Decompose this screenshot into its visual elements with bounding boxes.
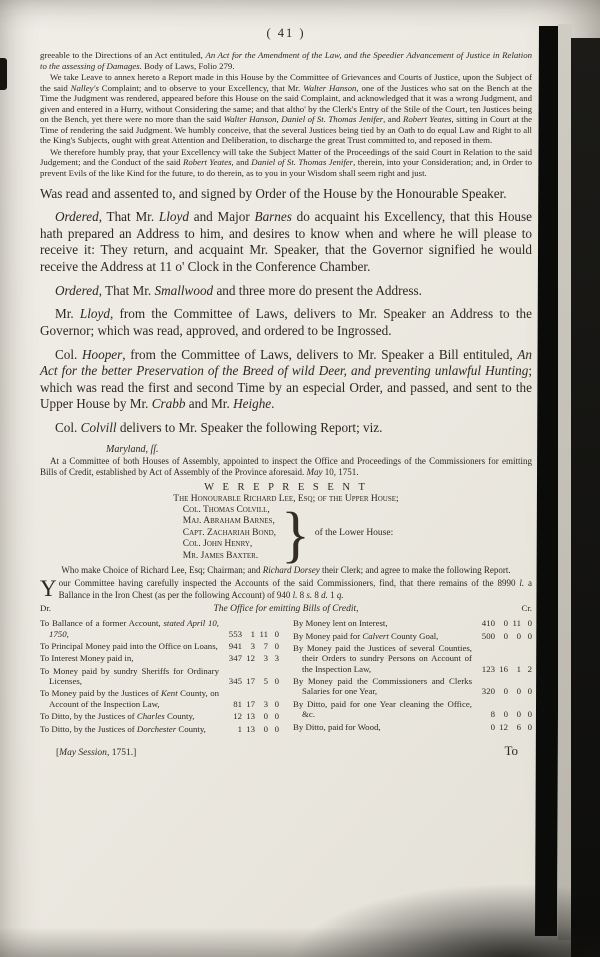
amount-shillings: 0 (503, 709, 508, 720)
member-name: Col. John Henry, (182, 539, 253, 550)
ledger-row (40, 724, 279, 734)
ledger-row (40, 688, 279, 709)
amount-pence: 0 (516, 686, 521, 697)
amount-quarters: 0 (527, 721, 532, 732)
amount-pounds: 345 (228, 676, 242, 687)
amount-quarters: 0 (274, 628, 279, 639)
amount-shillings: 16 (499, 663, 508, 674)
amount-pence: 3 (263, 653, 268, 664)
ledger-title: The Office for emitting Bills of Credit, (213, 603, 359, 614)
amount-pence: 0 (263, 711, 268, 722)
amount-quarters: 0 (274, 711, 279, 722)
scan-ink-mark (0, 58, 7, 90)
amount-shillings: 12 (499, 721, 508, 732)
chairman-choice-line: Who make Choice of Richard Lee, Esq; Chairman; and Richard Dorsey their Clerk; and agree to make the following Report. (61, 564, 511, 575)
entry-description: By Ditto, paid for Wood, (293, 721, 381, 732)
intro-paragraph: We take Leave to annex hereto a Report made in this House by the Committee of Grievances and Courts of Justice, upon the Subject of the said Nalley's Complaint; and to observe to your Excellency, that Mr. Walter Hanson, one of the Justices who sat on the Bench at the Time the Judgment was rendered, appeared before this House on the said Complaint, and acknowledged that it was a wrong Judgment, and given and entered in a Hurry, without Considering the same; and that altho' by the Clerk's Entry of the Stile of the Court, ten Justices being on the Bench, yet there were no more than the said Walter Hanson, Daniel of St. Thomas Jenifer, and Robert Yeates, sitting in Court at the Time of rendering the said Judgment. We humbly conceive, that the several Justices being tied by an Oath to do equal Law and Right to all the King's Subjects, ought with great Attention and Deliberation, to discharge the great Trust committed to, and reposed in them. (40, 72, 532, 146)
dropcap-letter: Y (40, 576, 57, 602)
page-footer (40, 743, 532, 759)
amount-shillings: 13 (246, 711, 255, 722)
were-present-heading: W E R E P R E S E N T (204, 481, 368, 493)
entry-description: To Principal Money paid into the Office on Loans, (40, 640, 218, 651)
ledger-row (293, 618, 532, 628)
amount-pounds: 410 (481, 618, 495, 629)
entry-description: To Ditto, by the Justices of Dorchester County, (40, 723, 206, 734)
entry-amount (477, 664, 532, 674)
entry-amount (224, 699, 279, 709)
amount-quarters: 0 (527, 618, 532, 629)
amount-quarters: 2 (527, 663, 532, 674)
entry-description: By Money paid for Calvert County Goal, (293, 630, 439, 641)
report-summary (40, 578, 532, 601)
committee-report (40, 444, 532, 601)
entry-amount (477, 722, 532, 732)
scan-bottom-smudge (290, 883, 600, 957)
amount-pence: 11 (512, 618, 521, 629)
member-name: Mr. James Baxter. (182, 550, 259, 561)
brace-glyph: } (281, 498, 310, 569)
ledger-row (40, 666, 279, 687)
amount-pounds: 8 (490, 709, 495, 720)
amount-pence: 6 (516, 721, 521, 732)
page-number: ( 41 ) (266, 26, 306, 40)
amount-pounds: 12 (233, 711, 242, 722)
ledger-row (40, 711, 279, 721)
body-paragraph: Col. Colvill delivers to Mr. Speaker the following Report; viz. (55, 420, 383, 436)
amount-pence: 1 (516, 663, 521, 674)
ledger-row (293, 699, 532, 720)
amount-shillings: 3 (250, 640, 255, 651)
amount-pence: 0 (516, 630, 521, 641)
amount-pounds: 320 (481, 686, 495, 697)
member-name: Col. Thomas Colvill, (182, 504, 270, 515)
amount-pence: 11 (259, 628, 268, 639)
entry-amount (224, 641, 279, 651)
amount-quarters: 0 (527, 630, 532, 641)
entry-amount (224, 676, 279, 686)
ledger-row (293, 676, 532, 697)
amount-quarters: 3 (274, 653, 279, 664)
journal-body-text (40, 186, 532, 437)
amount-quarters: 0 (274, 676, 279, 687)
amount-pounds: 553 (228, 628, 242, 639)
entry-description: To Money paid by the Justices of Kent County, on Account of the Inspection Law, (40, 688, 220, 709)
amount-shillings: 17 (246, 676, 255, 687)
scan-page-edge-strip (558, 24, 572, 940)
ledger-row (293, 722, 532, 732)
entry-amount (477, 686, 532, 696)
member-name: Maj. Abraham Barnes, (182, 516, 275, 527)
amount-quarters: 0 (274, 723, 279, 734)
amount-quarters: 0 (274, 640, 279, 651)
body-paragraph: Mr. Lloyd, from the Committee of Laws, delivers to Mr. Speaker an Address to the Governor; which was read, approved, and ordered to be Ingrossed. (40, 306, 532, 338)
amount-quarters: 0 (527, 686, 532, 697)
amount-shillings: 13 (246, 723, 255, 734)
body-paragraph: Ordered, That Mr. Lloyd and Major Barnes do acquaint his Excellency, that this House hath prepared an Address to him, and desires to know when and where he will please to receive it: They return, and acquaint Mr. Speaker, that the Governor signified he would receive the Address at 11 o' Clock in the Conference Chamber. (40, 209, 532, 275)
entry-description: To Ballance of a former Account, stated April 10, 1750, (40, 618, 219, 639)
report-place-heading: Maryland, ſſ. (106, 443, 159, 455)
amount-quarters: 0 (274, 698, 279, 709)
debit-column (40, 616, 279, 734)
ledger-row (40, 641, 279, 651)
entry-amount (477, 618, 532, 628)
scan-outer-shadow-bar (571, 38, 600, 957)
ledger-header (40, 603, 532, 615)
entry-amount (224, 724, 279, 734)
amount-shillings: 12 (246, 653, 255, 664)
intro-paragraph: greeable to the Directions of an Act entituled, An Act for the Amendment of the Law, and the Speedier Advancement of Justice in Relation to the assessing of Damages. Body of Laws, Folio 279. (40, 50, 532, 71)
body-paragraph: Col. Hooper, from the Committee of Laws, delivers to Mr. Speaker a Bill entituled, An Act for the better Preservation of the Breed of wild Deer, and preventing unlawful Hunting; which was read the first and second Time by an especial Order, and passed, and sent to the Upper House by Mr. Crabb and Mr. Heighe. (40, 346, 532, 412)
accounts-ledger (40, 603, 532, 734)
ledger-row (293, 631, 532, 641)
ledger-columns (40, 616, 532, 734)
intro-petition-text (40, 50, 532, 179)
report-committee-text: At a Committee of both Houses of Assembly, appointed to inspect the Office and Proceedings of the Commissioners for emitting Bills of Credit, established by Act of Assembly of the Province aforesaid. May 10, 1751. (40, 455, 532, 477)
amount-pence: 3 (263, 698, 268, 709)
entry-description: To Money paid by sundry Sheriffs for Ordinary Licenses, (40, 665, 219, 687)
entry-description: To Interest Money paid in, (40, 653, 134, 664)
lower-house-label: of the Lower House: (314, 527, 394, 538)
session-note: [May Session, 1751.] (56, 747, 137, 758)
amount-shillings: 0 (503, 630, 508, 641)
amount-shillings: 0 (503, 686, 508, 697)
entry-amount (224, 653, 279, 663)
entry-description: By Ditto, paid for one Year cleaning the Office, &c. (293, 698, 472, 720)
entry-description: By Money lent on Interest, (293, 618, 388, 629)
credit-column (293, 616, 532, 734)
member-name: Capt. Zachariah Bond, (182, 527, 277, 538)
entry-amount (224, 711, 279, 721)
entry-description: To Ditto, by the Justices of Charles County, (40, 711, 195, 722)
ledger-row (40, 653, 279, 663)
debit-label: Dr. (40, 602, 51, 613)
amount-pence: 7 (263, 640, 268, 651)
amount-pounds: 0 (490, 721, 495, 732)
amount-pence: 0 (263, 723, 268, 734)
amount-pounds: 347 (228, 653, 242, 664)
amount-quarters: 0 (527, 709, 532, 720)
entry-amount (224, 629, 279, 639)
amount-pence: 0 (516, 709, 521, 720)
amount-shillings: 1 (250, 628, 255, 639)
body-paragraph: Ordered, That Mr. Smallwood and three more do present the Address. (55, 282, 422, 298)
amount-pounds: 123 (481, 663, 495, 674)
amount-pounds: 1 (237, 723, 242, 734)
body-paragraph: Was read and assented to, and signed by Order of the House by the Honourable Speaker. (40, 185, 507, 201)
credit-label: Cr. (521, 602, 532, 613)
catchword: To (504, 742, 518, 758)
amount-pence: 5 (263, 676, 268, 687)
upper-house-member-line: The Honourable Richard Lee, Esq; of the Upper House; (173, 493, 399, 504)
entry-amount (477, 709, 532, 719)
intro-paragraph: We therefore humbly pray, that your Excellency will take the Subject Matter of the Proceedings of the said Court in Relation to the said Judgement; and the Conduct of the said Robert Yeates, and Daniel of St. Thomas Jenifer, therein, into your Consideration; and, in Order to prevent Evils of the like Kind for the future, to do therein, as to you in your Wisdom shall seem right and just. (40, 146, 532, 179)
amount-shillings: 0 (503, 618, 508, 629)
amount-pounds: 81 (233, 698, 242, 709)
entry-description: By Money paid the Commissioners and Clerks Salaries for one Year, (293, 676, 472, 697)
lower-house-member-list (179, 505, 276, 563)
amount-pounds: 500 (481, 630, 495, 641)
entry-amount (477, 631, 532, 641)
amount-pounds: 941 (228, 640, 242, 651)
ledger-row (40, 618, 279, 639)
summary-text: our Committee having carefully inspected the Accounts of the said Commissioners, find, that there remains of the 8990 l. a Ballance in the Iron Chest (as per the following Account) of 940 l. 8 s. 8 d. 1 q. (58, 578, 532, 600)
ledger-row (293, 643, 532, 674)
amount-shillings: 17 (246, 698, 255, 709)
entry-description: By Money paid the Justices of several Counties, their Orders to sundry Persons on Account of the Inspection Law, (293, 642, 472, 674)
